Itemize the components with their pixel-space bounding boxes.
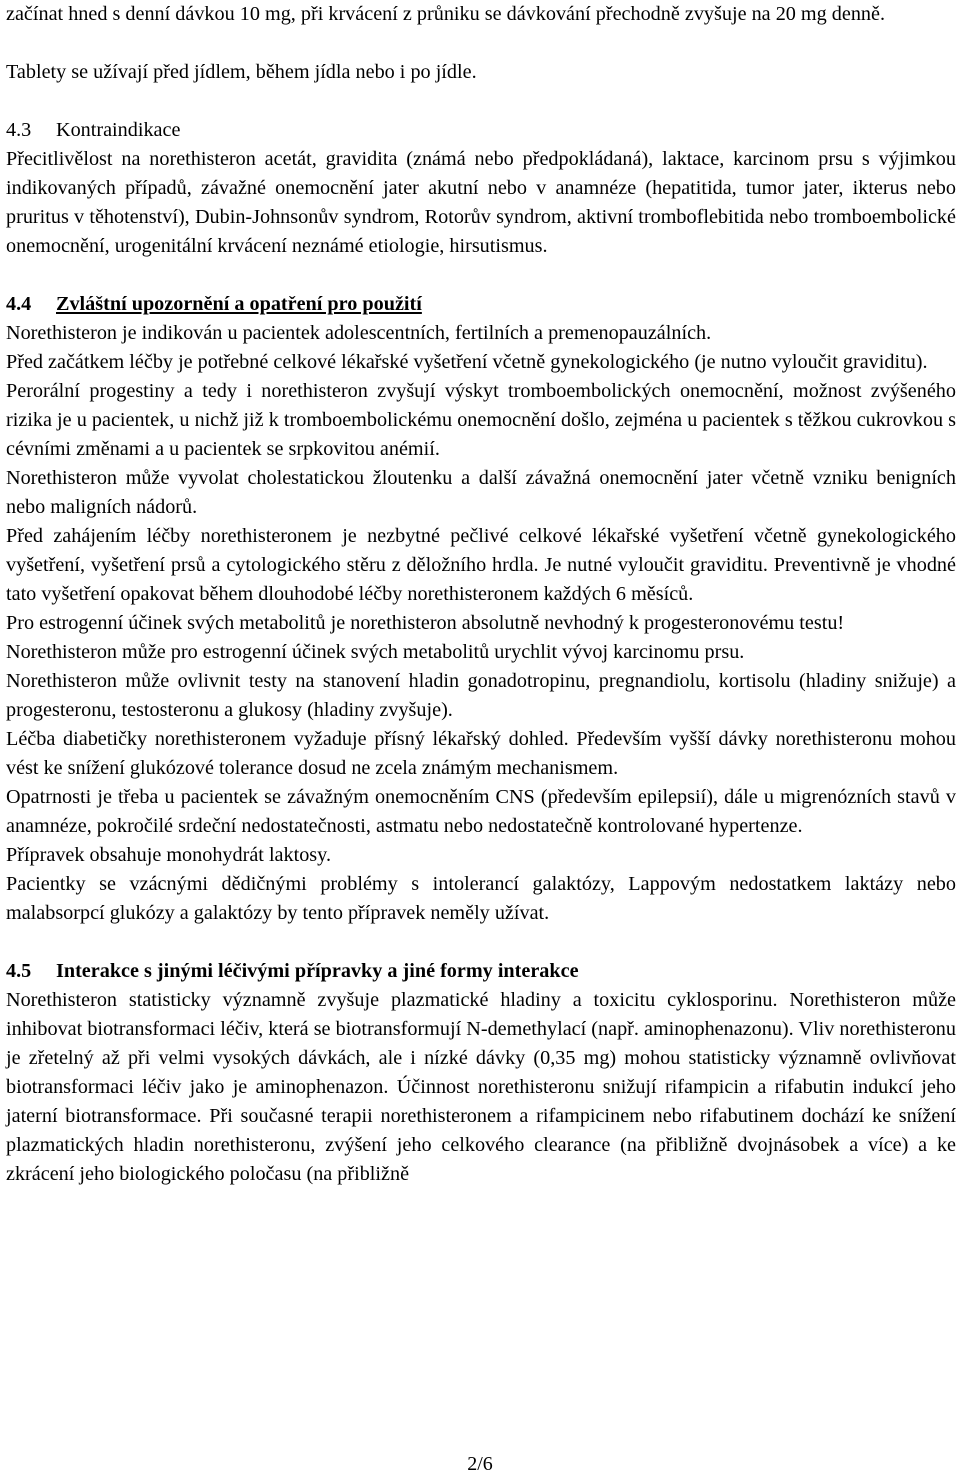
- section-4-4-paragraph: Před zahájením léčby norethisteronem je nezbytné pečlivé celkové lékařské vyšetření včetně gynekologického vyšetření, vyšetření prsů a cytologického stěru z děložního hrdla. Je nutné vyloučit graviditu. Preventivně je vhodné tato vyšetření opakovat během dlouhodobé léčby norethisteronem každých 6 měsíců.: [6, 525, 956, 605]
- section-4-4-paragraph: Pacientky se vzácnými dědičnými problémy s intolerancí galaktózy, Lappovým nedostatkem laktázy nebo malabsorpcí glukózy a galaktózy by tento přípravek neměly užívat.: [6, 873, 956, 924]
- section-4-4-paragraph: Norethisteron může pro estrogenní účinek svých metabolitů urychlit vývoj karcinomu prsu.: [6, 641, 745, 663]
- section-number: 4.5: [6, 960, 32, 982]
- section-4-4-paragraph: Léčba diabetičky norethisteronem vyžaduje přísný lékařský dohled. Především vyšší dávky norethisteronu mohou vést ke snížení glukózové tolerance dosud ne zcela známým mechanismem.: [6, 728, 956, 779]
- section-title: Zvláštní upozornění a opatření pro použití: [56, 293, 422, 315]
- section-4-4-heading: [6, 290, 956, 319]
- section-number: 4.4: [6, 293, 32, 315]
- section-title: Interakce s jinými léčivými přípravky a jiné formy interakce: [56, 960, 579, 982]
- section-4-4-paragraph: Norethisteron může vyvolat cholestatickou žloutenku a další závažná onemocnění jater včetně vzniku benigních nebo maligních nádorů.: [6, 467, 956, 518]
- section-4-4-paragraph: Perorální progestiny a tedy i norethisteron zvyšují výskyt tromboembolických onemocnění, možnost zvýšeného rizika je u pacientek, u nichž již k tromboembolickému onemocnění došlo, zejména u pacientek s těžkou cukrovkou s cévními změnami a u pacientek se srpkovitou anémií.: [6, 380, 956, 460]
- section-4-4-paragraph: Opatrnosti je třeba u pacientek se závažným onemocněním CNS (především epilepsií), dále u migrenózních stavů v anamnéze, pokročilé srdeční nedostatečnosti, astmatu nebo nedostatečně kontrolované hypertenze.: [6, 786, 956, 837]
- section-4-4-paragraph: Pro estrogenní účinek svých metabolitů je norethisteron absolutně nevhodný k progesteronovému testu!: [6, 612, 845, 634]
- section-4-3-heading: [6, 116, 956, 145]
- section-4-3-paragraph: Přecitlivělost na norethisteron acetát, gravidita (známá nebo předpokládaná), laktace, karcinom prsu s výjimkou indikovaných případů, závažné onemocnění jater akutní nebo v anamnéze (hepatitida, tumor jater, ikterus nebo pruritus v těhotenství), Dubin-Johnsonův syndrom, Rotorův syndrom, aktivní tromboflebitida nebo tromboembolické onemocnění, urogenitální krvácení neznámé etiologie, hirsutismus.: [6, 148, 956, 257]
- section-4-4-paragraph: Norethisteron je indikován u pacientek adolescentních, fertilních a premenopauzálních.: [6, 322, 712, 344]
- page-number: 2/6: [467, 1453, 493, 1475]
- section-number: 4.3: [6, 119, 32, 141]
- section-4-4-paragraph: Před začátkem léčby je potřebné celkové lékařské vyšetření včetně gynekologického (je nutno vyloučit graviditu).: [6, 351, 928, 373]
- document-page: [6, 0, 956, 1189]
- intro-paragraph-2: Tablety se užívají před jídlem, během jídla nebo i po jídle.: [6, 61, 477, 83]
- section-title: Kontraindikace: [56, 119, 181, 141]
- intro-paragraph-1: začínat hned s denní dávkou 10 mg, při krvácení z průniku se dávkování přechodně zvyšuje na 20 mg denně.: [6, 3, 886, 25]
- section-4-5-heading: [6, 957, 956, 986]
- section-4-4-paragraph: Norethisteron může ovlivnit testy na stanovení hladin gonadotropinu, pregnandiolu, kortisolu (hladiny snižuje) a progesteronu, testosteronu a glukosy (hladiny zvyšuje).: [6, 670, 956, 721]
- section-4-4-paragraph: Přípravek obsahuje monohydrát laktosy.: [6, 844, 331, 866]
- section-4-5-paragraph: Norethisteron statisticky významně zvyšuje plazmatické hladiny a toxicitu cyklosporinu. Norethisteron může inhibovat biotransformaci léčiv, která se biotransformují N-demethylací (např. aminophenazonu). Vliv norethisteronu je zřetelný až při velmi vysokých dávkách, ale i nízké dávky (0,35 mg) mohou statisticky významně ovlivňovat biotransformaci léčiv jako je aminophenazon. Účinnost norethisteronu snižují rifampicin a rifabutin indukcí jeho jaterní biotransformace. Při současné terapii norethisteronem a rifampicinem nebo rifabutinem dochází ke snížení plazmatických hladin norethisteronu, zvýšení jeho celkového clearance (na přibližně dvojnásobek a více) a ke zkrácení jeho biologického poločasu (na přibližně: [6, 989, 956, 1185]
